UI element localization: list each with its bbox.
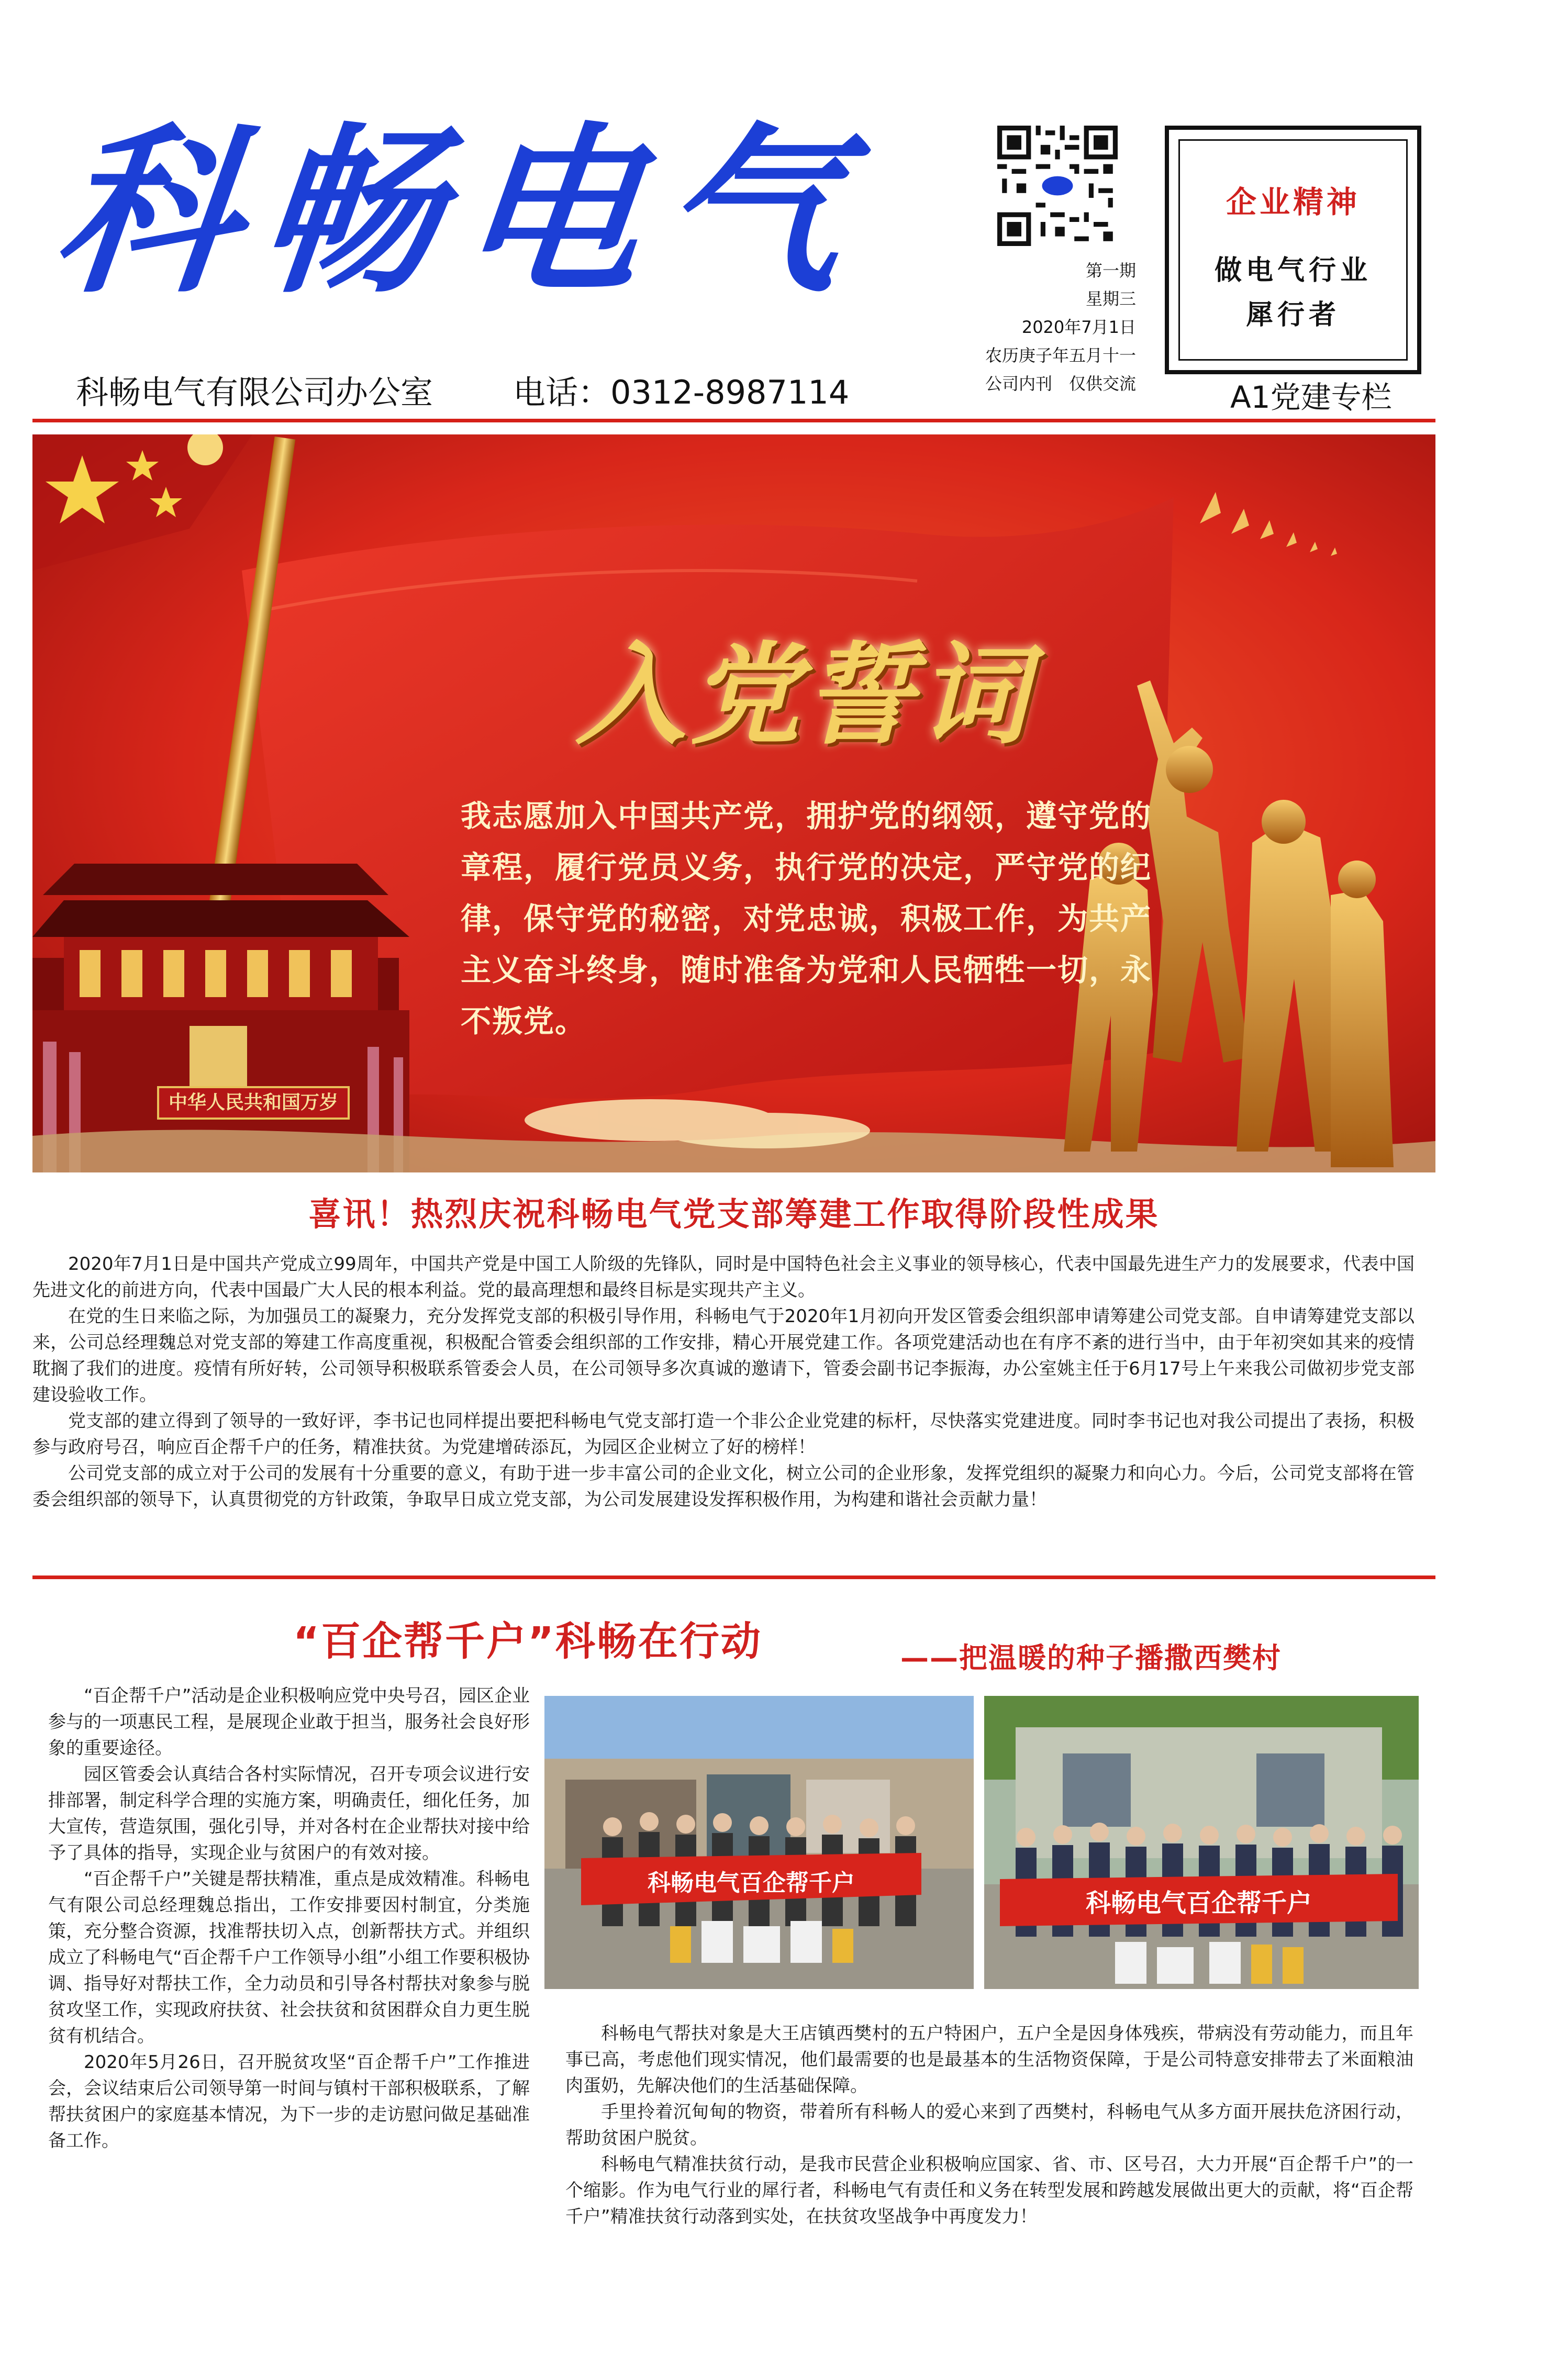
- article2-paragraph: 手里拎着沉甸甸的物资，带着所有科畅人的爱心来到了西樊村，科畅电气从多方面开展扶危济困行动，帮助贫困户脱贫。: [565, 2102, 1413, 2149]
- issue-info: [974, 256, 1136, 398]
- enterprise-spirit-box: [1165, 126, 1421, 374]
- qr-code-icon[interactable]: [997, 126, 1118, 246]
- article1-paragraph: 2020年7月1日是中国共产党成立99周年，中国共产党是中国工人阶级的先锋队，同时是中国特色社会主义事业的领导核心，代表中国最先进生产力的发展要求，代表中国先进文化的前进方向，代表中国最广大人民的根本利益。党的最高理想和最终目标是实现共产主义。: [32, 1254, 1415, 1301]
- article1-body: [32, 1251, 1415, 1513]
- tiananmen-plaque: 中华人民共和国万岁: [157, 1086, 350, 1120]
- photo2-banner-text: 科畅电气百企帮千户: [1085, 1889, 1312, 1918]
- article2-paragraph: 科畅电气精准扶贫行动，是我市民营企业积极响应国家、省、市、区号召，大力开展“百企帮千户”的一个缩影。作为电气行业的犀行者，科畅电气有责任和义务在转型发展和跨越发展做出更大的贡献，将“百企帮千户”精准扶贫行动落到实处，在扶贫攻坚战争中再度发力！: [565, 2154, 1413, 2227]
- article2-headline: “百企帮千户”科畅在行动: [293, 1618, 762, 1664]
- article2-paragraph: 2020年5月26日，召开脱贫攻坚“百企帮千户”工作推进会，会议结束后公司领导第一时间与镇村干部积极联系，了解帮扶贫困户的家庭基本情况，为下一步的走访慰问做足基础准备工作。: [48, 2052, 530, 2151]
- charity-photo-1: [544, 1696, 974, 1989]
- article1-paragraph: 公司党支部的成立对于公司的发展有十分重要的意义，有助于进一步丰富公司的企业文化，树立公司的企业形象，发挥党组织的凝聚力和向心力。今后，公司党支部将在管委会组织部的领导下，认真贯彻党的方针政策，争取早日成立党支部，为公司发展建设发挥积极作用，为构建和谐社会贡献力量！: [32, 1463, 1415, 1510]
- masthead-divider: [32, 419, 1435, 422]
- article2-right-column: [565, 2020, 1413, 2230]
- enterprise-spirit-title: 企业精神: [1226, 184, 1360, 220]
- enterprise-spirit-line1: 做电气行业: [1214, 254, 1372, 286]
- column-label: A1党建专栏: [1230, 379, 1392, 415]
- article2-left-column: [48, 1683, 530, 2154]
- lunar-date: 农历庚子年五月十一: [985, 345, 1136, 365]
- section-divider: [32, 1576, 1435, 1579]
- article2-paragraph: 科畅电气帮扶对象是大王店镇西樊村的五户特困户，五户全是因身体残疾，带病没有劳动能力，而且年事已高，考虑他们现实情况，他们最需要的也是最基本的生活物资保障，于是公司特意安排带去了米面粮油肉蛋奶，先解决他们的生活基础保障。: [565, 2023, 1413, 2096]
- issue-date: 2020年7月1日: [1021, 317, 1136, 337]
- enterprise-spirit-line2: 犀行者: [1245, 299, 1340, 331]
- article2-paragraph: “百企帮千户”关键是帮扶精准，重点是成效精准。科畅电气有限公司总经理魏总指出，工作安排要因村制宜，分类施策，充分整合资源，找准帮扶切入点，创新帮扶方式。并组织成立了科畅电气“百企帮千户工作领导小组”小组工作要积极协调、指导好对帮扶工作，全力动员和引导各村帮扶对象参与脱贫攻坚工作，实现政府扶贫、社会扶贫和贫困群众自力更生脱贫有机结合。: [48, 1869, 530, 2047]
- article1-paragraph: 在党的生日来临之际，为加强员工的凝聚力，充分发挥党支部的积极引导作用，科畅电气于2020年1月初向开发区管委会组织部申请筹建公司党支部。自申请筹建党支部以来，公司总经理魏总对党支部的筹建工作高度重视，积极配合管委会组织部的工作安排，精心开展党建工作。各项党建活动也在有序不紊的进行当中，由于年初突如其来的疫情耽搁了我们的进度。疫情有所好转，公司领导积极联系管委会人员，在公司领导多次真诚的邀请下，管委会副书记李振海，办公室姚主任于6月17号上午来我公司做初步党支部建设验收工作。: [32, 1306, 1415, 1405]
- masthead-title: 科畅电气: [46, 106, 875, 318]
- article2-paragraph: “百企帮千户”活动是企业积极响应党中央号召，园区企业参与的一项惠民工程，是展现企业敢于担当，服务社会良好形象的重要途径。: [48, 1685, 530, 1759]
- issue-weekday: 星期三: [1085, 289, 1136, 309]
- article2-subhead: ——把温暖的种子播撒西樊村: [900, 1641, 1282, 1674]
- circulation-note: 公司内刊 仅供交流: [985, 374, 1136, 394]
- article1-headline: 喜讯！热烈庆祝科畅电气党支部筹建工作取得阶段性成果: [308, 1195, 1160, 1233]
- article1-paragraph: 党支部的建立得到了领导的一致好评，李书记也同样提出要把科畅电气党支部打造一个非公企业党建的标杆，尽快落实党建进度。同时李书记也对我公司提出了表扬，积极参与政府号召，响应百企帮千户的任务，精准扶贫。为党建增砖添瓦，为园区企业树立了好的榜样！: [32, 1411, 1415, 1458]
- oath-text: 我志愿加入中国共产党，拥护党的纲领，遵守党的章程，履行党员义务，执行党的决定，严守党的纪律，保守党的秘密，对党忠诚，积极工作，为共产主义奋斗终身，随时准备为党和人民牺牲一切，永不叛党。: [461, 798, 1152, 1039]
- issue-number: 第一期: [1085, 261, 1136, 281]
- charity-photo-2: [984, 1696, 1419, 1989]
- photo1-banner-text: 科畅电气百企帮千户: [648, 1870, 855, 1896]
- article2-paragraph: 园区管委会认真结合各村实际情况，召开专项会议进行安排部署，制定科学合理的实施方案，明确责任，细化任务，加大宣传，营造氛围，强化引导，并对各村在企业帮扶对接中给予了具体的指导，实现企业与贫困户的有效对接。: [48, 1764, 530, 1863]
- office-phone: 电话：0312-8987114: [513, 373, 850, 411]
- oath-title: 入党誓词: [576, 630, 1033, 759]
- office-name: 科畅电气有限公司办公室: [76, 373, 433, 411]
- enterprise-spirit-inner-frame: [1178, 139, 1408, 361]
